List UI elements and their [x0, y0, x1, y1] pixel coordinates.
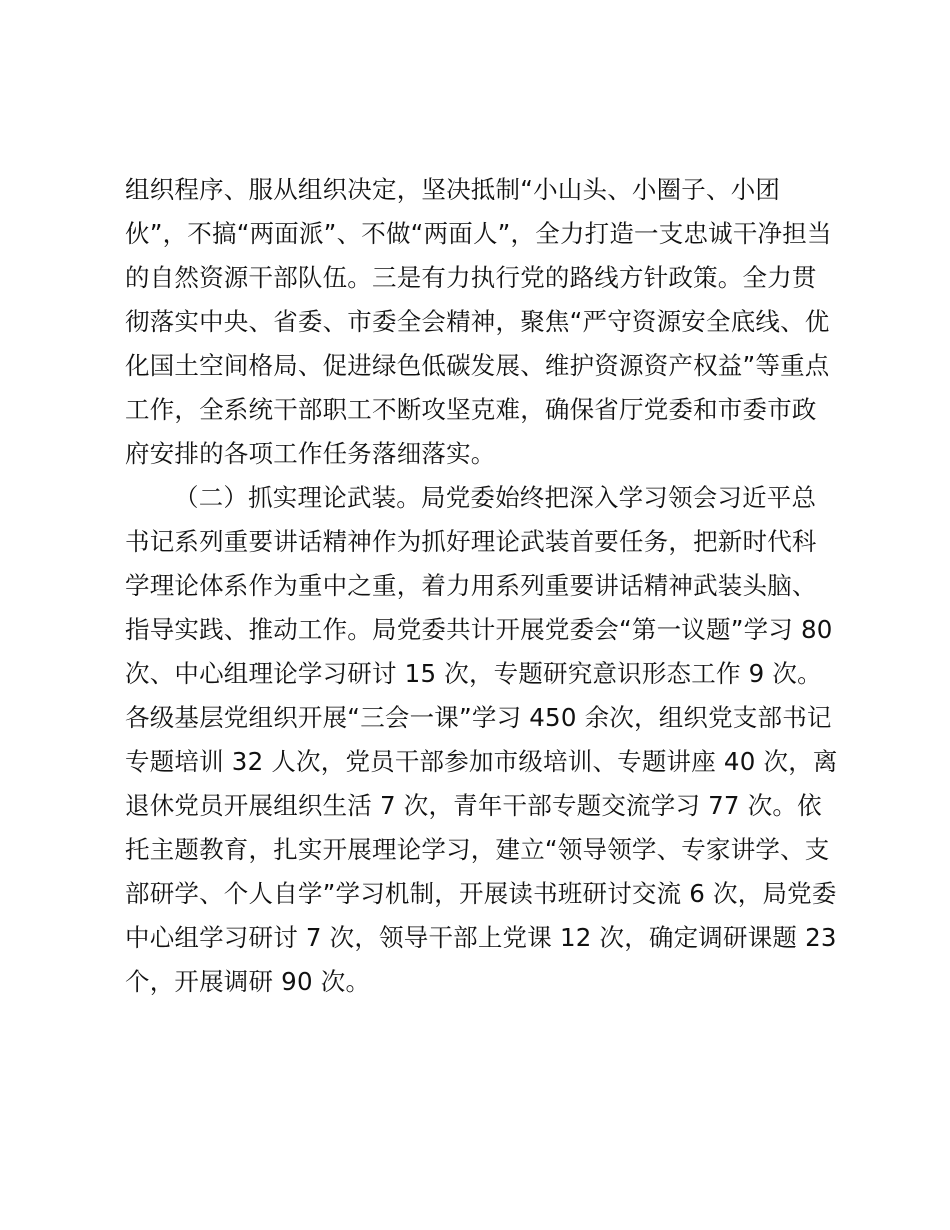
- text-line: 彻落实中央、省委、市委全会精神，聚焦“严守资源安全底线、优: [125, 307, 830, 336]
- section-heading-line: （二）抓实理论武装。局党委始终把深入学习领会习近平总: [174, 483, 817, 512]
- text-line: 部研学、个人自学”学习机制，开展读书班研讨交流 6 次，局党委: [125, 879, 837, 908]
- text-line: 托主题教育，扎实开展理论学习，建立“领导领学、专家讲学、支: [125, 835, 830, 864]
- text-line: 府安排的各项工作任务落细落实。: [125, 439, 496, 468]
- text-line: 学理论体系作为重中之重，着力用系列重要讲话精神武装头脑、: [125, 571, 817, 600]
- body-text: [125, 168, 845, 1004]
- text-line: 次、中心组理论学习研讨 15 次，专题研究意识形态工作 9 次。: [125, 659, 822, 688]
- text-line: 中心组学习研讨 7 次，领导干部上党课 12 次，确定调研课题 23: [125, 923, 837, 952]
- text-line: 个，开展调研 90 次。: [125, 967, 371, 996]
- text-line: 工作，全系统干部职工不断攻坚克难，确保省厅党委和市委市政: [125, 395, 817, 424]
- text-line: 退休党员开展组织生活 7 次，青年干部专题交流学习 77 次。依: [125, 791, 822, 820]
- text-line: 专题培训 32 人次，党员干部参加市级培训、专题讲座 40 次，离: [125, 747, 838, 776]
- text-line: 组织程序、服从组织决定，坚决抵制“小山头、小圈子、小团: [125, 175, 781, 204]
- text-line: 各级基层党组织开展“三会一课”学习 450 余次，组织党支部书记: [125, 703, 832, 732]
- text-line: 书记系列重要讲话精神作为抓好理论武装首要任务，把新时代科: [125, 527, 817, 556]
- text-line: 的自然资源干部队伍。三是有力执行党的路线方针政策。全力贯: [125, 263, 817, 292]
- text-line: 伙”，不搞“两面派”、不做“两面人”，全力打造一支忠诚干净担当: [125, 219, 832, 248]
- text-line: 化国土空间格局、促进绿色低碳发展、维护资源资产权益”等重点: [125, 351, 830, 380]
- text-line: 指导实践、推动工作。局党委共计开展党委会“第一议题”学习 80: [125, 615, 833, 644]
